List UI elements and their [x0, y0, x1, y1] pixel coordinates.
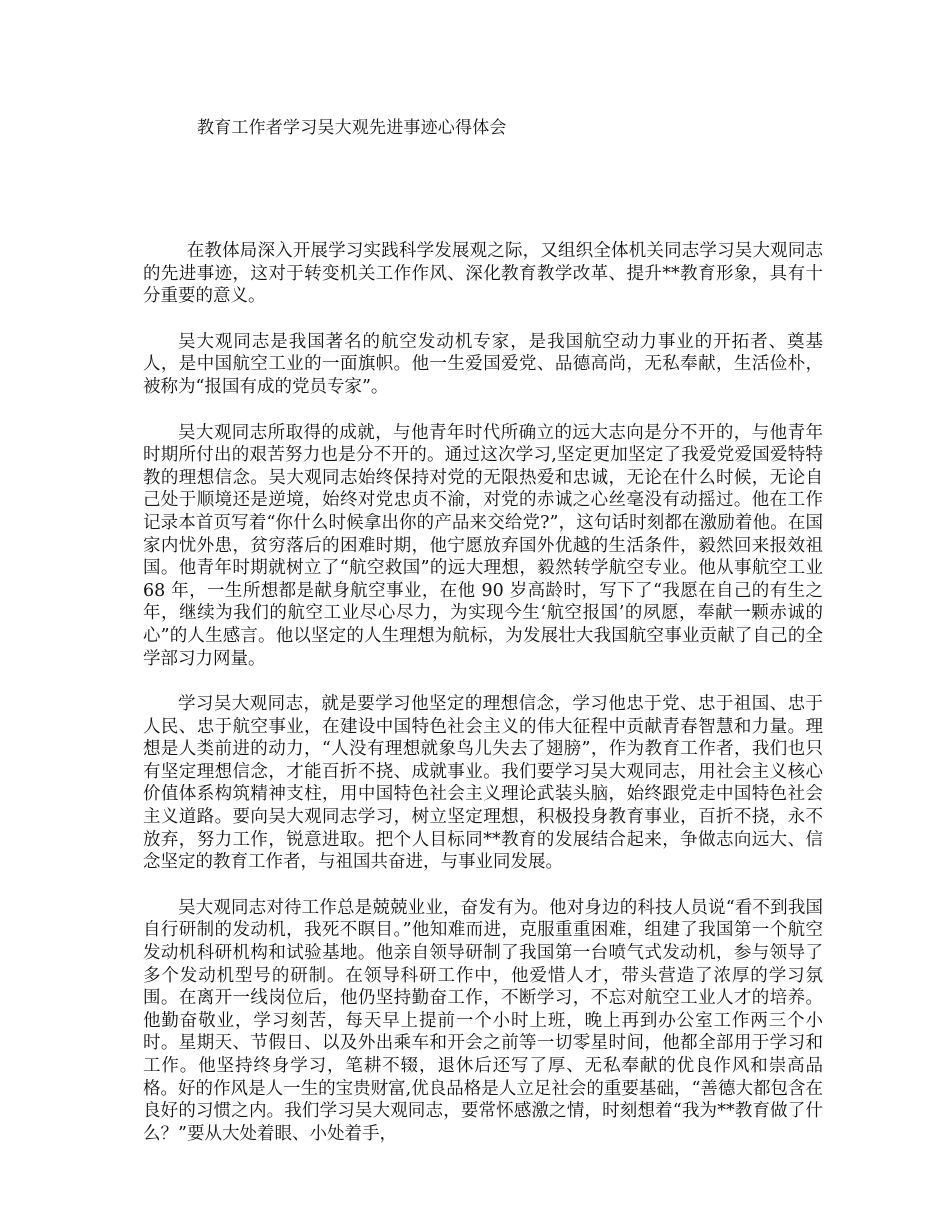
paragraph-1: 在教体局深入开展学习实践科学发展观之际，又组织全体机关同志学习吴大观同志的先进事迹，这对于转变机关工作作风、深化教育教学改革、提升**教育形象，具有十分重要的意义。 — [143, 241, 823, 307]
paragraph-3: 吴大观同志所取得的成就，与他青年时代所确立的远大志向是分不开的，与他青年时期所付出的艰苦努力也是分不开的。通过这次学习,坚定更加坚定了我爱党爱国爱特特教的理想信念。吴大观同志始终保持对党的无限热爱和忠诚，无论在什么时候，无论自己处于顺境还是逆境，始终对党忠贞不渝，对党的赤诚之心丝毫没有动摇过。他在工作记录本首页写着“你什么时候拿出你的产品来交给党?”，这句话时刻都在激励着他。在国家内忧外患，贫穷落后的困难时期，他宁愿放弃国外优越的生活条件，毅然回来报效祖国。他青年时期就树立了“航空救国”的远大理想，毅然转学航空专业。他从事航空工业 68 年，一生所想都是献身航空事业，在他 90 岁高龄时，写下了“我愿在自己的有生之年，继续为我们的航空工业尽心尽力，为实现今生‘航空报国’的夙愿，奉献一颗赤诚的心”的人生感言。他以坚定的人生理想为航标，为发展壮大我国航空事业贡献了自己的全学部习力网量。 — [143, 422, 823, 669]
paragraph-2: 吴大观同志是我国著名的航空发动机专家，是我国航空动力事业的开拓者、奠基人，是中国航空工业的一面旗帜。他一生爱国爱党、品德高尚，无私奉献，生活俭朴，被称为“报国有成的党员专家”。 — [143, 331, 823, 397]
paragraph-4: 学习吴大观同志，就是要学习他坚定的理想信念，学习他忠于党、忠于祖国、忠于人民、忠于航空事业，在建设中国特色社会主义的伟大征程中贡献青春智慧和力量。理想是人类前进的动力，“人没有理想就象鸟儿失去了翅膀”，作为教育工作者，我们也只有坚定理想信念，才能百折不挠、成就事业。我们要学习吴大观同志，用社会主义核心价值体系构筑精神支柱，用中国特色社会主义理论武装头脑，始终跟党走中国特色社会主义道路。要向吴大观同志学习，树立坚定理想，积极投身教育事业，百折不挠，永不放弃，努力工作，锐意进取。把个人目标同**教育的发展结合起来，争做志向远大、信念坚定的教育工作者，与祖国共奋进，与事业同发展。 — [143, 694, 823, 873]
document-body — [143, 240, 823, 1168]
document-title: 教育工作者学习吴大观先进事迹心得体会 — [197, 118, 507, 138]
paragraph-5: 吴大观同志对待工作总是兢兢业业，奋发有为。他对身边的科技人员说“看不到我国自行研制的发动机，我死不瞑目。”他知难而进，克服重重困难，组建了我国第一个航空发动机科研机构和试验基地。他亲自领导研制了我国第一台喷气式发动机，参与领导了多个发动机型号的研制。在领导科研工作中，他爱惜人才，带头营造了浓厚的学习氛围。在离开一线岗位后，他仍坚持勤奋工作，不断学习，不忘对航空工业人才的培养。他勤奋敬业，学习刻苦，每天早上提前一个小时上班，晚上再到办公室工作两三个小时。星期天、节假日、以及外出乘车和开会之前等一切零星时间，他都全部用于学习和工作。他坚持终身学习，笔耕不辍，退休后还写了厚、无私奉献的优良作风和崇高品格。好的作风是人一生的宝贵财富,优良品格是人立足社会的重要基础，“善德大都包含在良好的习惯之内。我们学习吴大观同志，要常怀感激之情，时刻想着“我为**教育做了什么？”要从大处着眼、小处着手， — [143, 897, 823, 1144]
